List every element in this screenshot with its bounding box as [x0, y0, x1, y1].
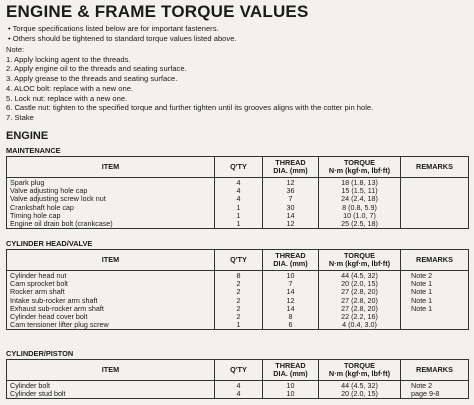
- cell-qty: 4: [215, 390, 263, 399]
- cell-torque: 20 (2.0, 15): [319, 280, 401, 288]
- cell-torque: 10 (1.0, 7): [319, 212, 401, 220]
- header-thread-line1: THREAD: [275, 158, 306, 167]
- bullet-text: Torque specifications listed below are for important fasteners.: [12, 24, 219, 33]
- maintenance-table: [6, 156, 469, 229]
- cell-torque: 24 (2.4, 18): [319, 195, 401, 203]
- section-title: ENGINE: [6, 130, 49, 142]
- header-torque: [319, 360, 401, 381]
- cylinder-head-rows: [7, 271, 469, 330]
- table-row: [7, 321, 469, 330]
- cell-remarks: [401, 178, 469, 188]
- cylinder-piston-table: [6, 359, 469, 399]
- header-item: ITEM: [7, 157, 215, 178]
- cell-thread: 14: [263, 288, 319, 296]
- cylinder-head-table: [6, 249, 469, 330]
- cell-thread: 10: [263, 390, 319, 399]
- cell-qty: 4: [215, 195, 263, 203]
- cell-item: Valve adjusting hole cap: [7, 187, 215, 195]
- header-thread: [263, 250, 319, 271]
- header-qty: Q'TY: [215, 250, 263, 271]
- maintenance-title: MAINTENANCE: [6, 146, 61, 155]
- cell-remarks: [401, 187, 469, 195]
- header-thread-line2: DIA. (mm): [273, 166, 308, 175]
- header-torque: [319, 250, 401, 271]
- cell-item: Cylinder head nut: [7, 271, 215, 281]
- cell-torque: 44 (4.5, 32): [319, 271, 401, 281]
- header-torque-line1: TORQUE: [343, 158, 376, 167]
- cell-qty: 1: [215, 321, 263, 330]
- cell-remarks: [401, 212, 469, 220]
- cell-torque: 27 (2.8, 20): [319, 305, 401, 313]
- cell-torque: 22 (2.2, 16): [319, 313, 401, 321]
- cell-thread: 14: [263, 212, 319, 220]
- note-item: 3. Apply grease to the threads and seating surface.: [6, 74, 178, 84]
- cylinder-head-title: CYLINDER HEAD/VALVE: [6, 239, 93, 248]
- header-thread-line1: THREAD: [275, 361, 306, 370]
- header-thread: [263, 157, 319, 178]
- header-remarks: REMARKS: [401, 360, 469, 381]
- cell-qty: 2: [215, 313, 263, 321]
- cell-remarks: [401, 204, 469, 212]
- cell-thread: 10: [263, 381, 319, 391]
- note-item: 7. Stake: [6, 112, 34, 122]
- header-thread-line1: THREAD: [275, 251, 306, 260]
- cell-torque: 4 (0.4, 3.0): [319, 321, 401, 330]
- cell-item: Intake sub-rocker arm shaft: [7, 297, 215, 305]
- cell-item: Engine oil drain bolt (crankcase): [7, 220, 215, 229]
- cell-qty: 8: [215, 271, 263, 281]
- header-qty: Q'TY: [215, 157, 263, 178]
- notes-heading: Note:: [6, 45, 25, 54]
- header-qty: Q'TY: [215, 360, 263, 381]
- header-torque-line1: TORQUE: [343, 361, 376, 370]
- cell-thread: 12: [263, 220, 319, 229]
- cell-item: Spark plug: [7, 178, 215, 188]
- cell-thread: 7: [263, 195, 319, 203]
- cell-item: Rocker arm shaft: [7, 288, 215, 296]
- cell-thread: 10: [263, 271, 319, 281]
- cell-torque: 20 (2.0, 15): [319, 390, 401, 399]
- header-remarks: REMARKS: [401, 250, 469, 271]
- cell-remarks: [401, 195, 469, 203]
- cell-remarks: Note 1: [401, 280, 469, 288]
- cell-remarks: [401, 220, 469, 229]
- cell-remarks: [401, 321, 469, 330]
- header-item: ITEM: [7, 360, 215, 381]
- header-torque: [319, 157, 401, 178]
- bullet-item: • Others should be tightened to standard torque values listed above.: [8, 34, 237, 43]
- cell-remarks: Note 1: [401, 297, 469, 305]
- table-header-row: [7, 157, 469, 178]
- cell-qty: 2: [215, 280, 263, 288]
- header-torque-line2: N·m (kgf·m, lbf·ft): [328, 259, 391, 268]
- note-item: 2. Apply engine oil to the threads and seating surface.: [6, 64, 187, 74]
- cell-qty: 4: [215, 178, 263, 188]
- cell-torque: 27 (2.8, 20): [319, 297, 401, 305]
- cell-thread: 30: [263, 204, 319, 212]
- cell-qty: 1: [215, 212, 263, 220]
- cell-item: Crankshaft hole cap: [7, 204, 215, 212]
- cell-item: Cam sprocket bolt: [7, 280, 215, 288]
- cell-qty: 4: [215, 381, 263, 391]
- note-item: 6. Castle nut: tighten to the specified torque and further tighten until its grooves aligns with the cotter pin hole.: [6, 103, 374, 113]
- table-row: [7, 390, 469, 399]
- cylinder-piston-title: CYLINDER/PISTON: [6, 349, 74, 358]
- cell-qty: 1: [215, 220, 263, 229]
- cell-thread: 12: [263, 297, 319, 305]
- header-item: ITEM: [7, 250, 215, 271]
- cell-torque: 44 (4.5, 32): [319, 381, 401, 391]
- cell-thread: 14: [263, 305, 319, 313]
- cell-thread: 12: [263, 178, 319, 188]
- header-torque-line1: TORQUE: [343, 251, 376, 260]
- cell-torque: 8 (0.8, 5.9): [319, 204, 401, 212]
- cell-thread: 7: [263, 280, 319, 288]
- cell-item: Exhaust sub-rocker arm shaft: [7, 305, 215, 313]
- bullet-item: • Torque specifications listed below are for important fasteners.: [8, 24, 219, 33]
- note-item: 4. ALOC bolt: replace with a new one.: [6, 83, 134, 93]
- header-torque-line2: N·m (kgf·m, lbf·ft): [328, 166, 391, 175]
- header-remarks: REMARKS: [401, 157, 469, 178]
- cell-qty: 4: [215, 187, 263, 195]
- header-torque-line2: N·m (kgf·m, lbf·ft): [328, 369, 391, 378]
- note-item: 5. Lock nut: replace with a new one.: [6, 93, 128, 103]
- table-header-row: [7, 360, 469, 381]
- cell-remarks: [401, 313, 469, 321]
- table-header-row: [7, 250, 469, 271]
- cell-thread: 36: [263, 187, 319, 195]
- notes-list: [6, 45, 373, 123]
- cell-qty: 1: [215, 204, 263, 212]
- cell-qty: 2: [215, 297, 263, 305]
- intro-bullets: [8, 24, 237, 44]
- cell-qty: 2: [215, 305, 263, 313]
- page-title: ENGINE & FRAME TORQUE VALUES: [6, 2, 309, 21]
- cell-item: Cylinder bolt: [7, 381, 215, 391]
- cell-torque: 25 (2.5, 18): [319, 220, 401, 229]
- cell-item: Cylinder head cover bolt: [7, 313, 215, 321]
- cell-torque: 27 (2.8, 20): [319, 288, 401, 296]
- cell-item: Cylinder stud bolt: [7, 390, 215, 399]
- header-thread-line2: DIA. (mm): [273, 369, 308, 378]
- cell-thread: 8: [263, 313, 319, 321]
- cell-thread: 6: [263, 321, 319, 330]
- cell-remarks: Note 2: [401, 381, 469, 391]
- cylinder-piston-rows: [7, 381, 469, 399]
- cell-qty: 2: [215, 288, 263, 296]
- cell-remarks: Note 2: [401, 271, 469, 281]
- cell-remarks: Note 1: [401, 305, 469, 313]
- cell-torque: 18 (1.8, 13): [319, 178, 401, 188]
- cell-item: Valve adjusting screw lock nut: [7, 195, 215, 203]
- maintenance-rows: [7, 178, 469, 229]
- bullet-text: Others should be tightened to standard torque values listed above.: [12, 34, 237, 43]
- header-thread: [263, 360, 319, 381]
- note-item: 1. Apply locking agent to the threads.: [6, 54, 131, 64]
- cell-remarks: page 9-8: [401, 390, 469, 399]
- cell-item: Timing hole cap: [7, 212, 215, 220]
- header-thread-line2: DIA. (mm): [273, 259, 308, 268]
- cell-remarks: Note 1: [401, 288, 469, 296]
- cell-torque: 15 (1.5, 11): [319, 187, 401, 195]
- cell-item: Cam tensioner lifter plug screw: [7, 321, 215, 330]
- table-row: [7, 220, 469, 229]
